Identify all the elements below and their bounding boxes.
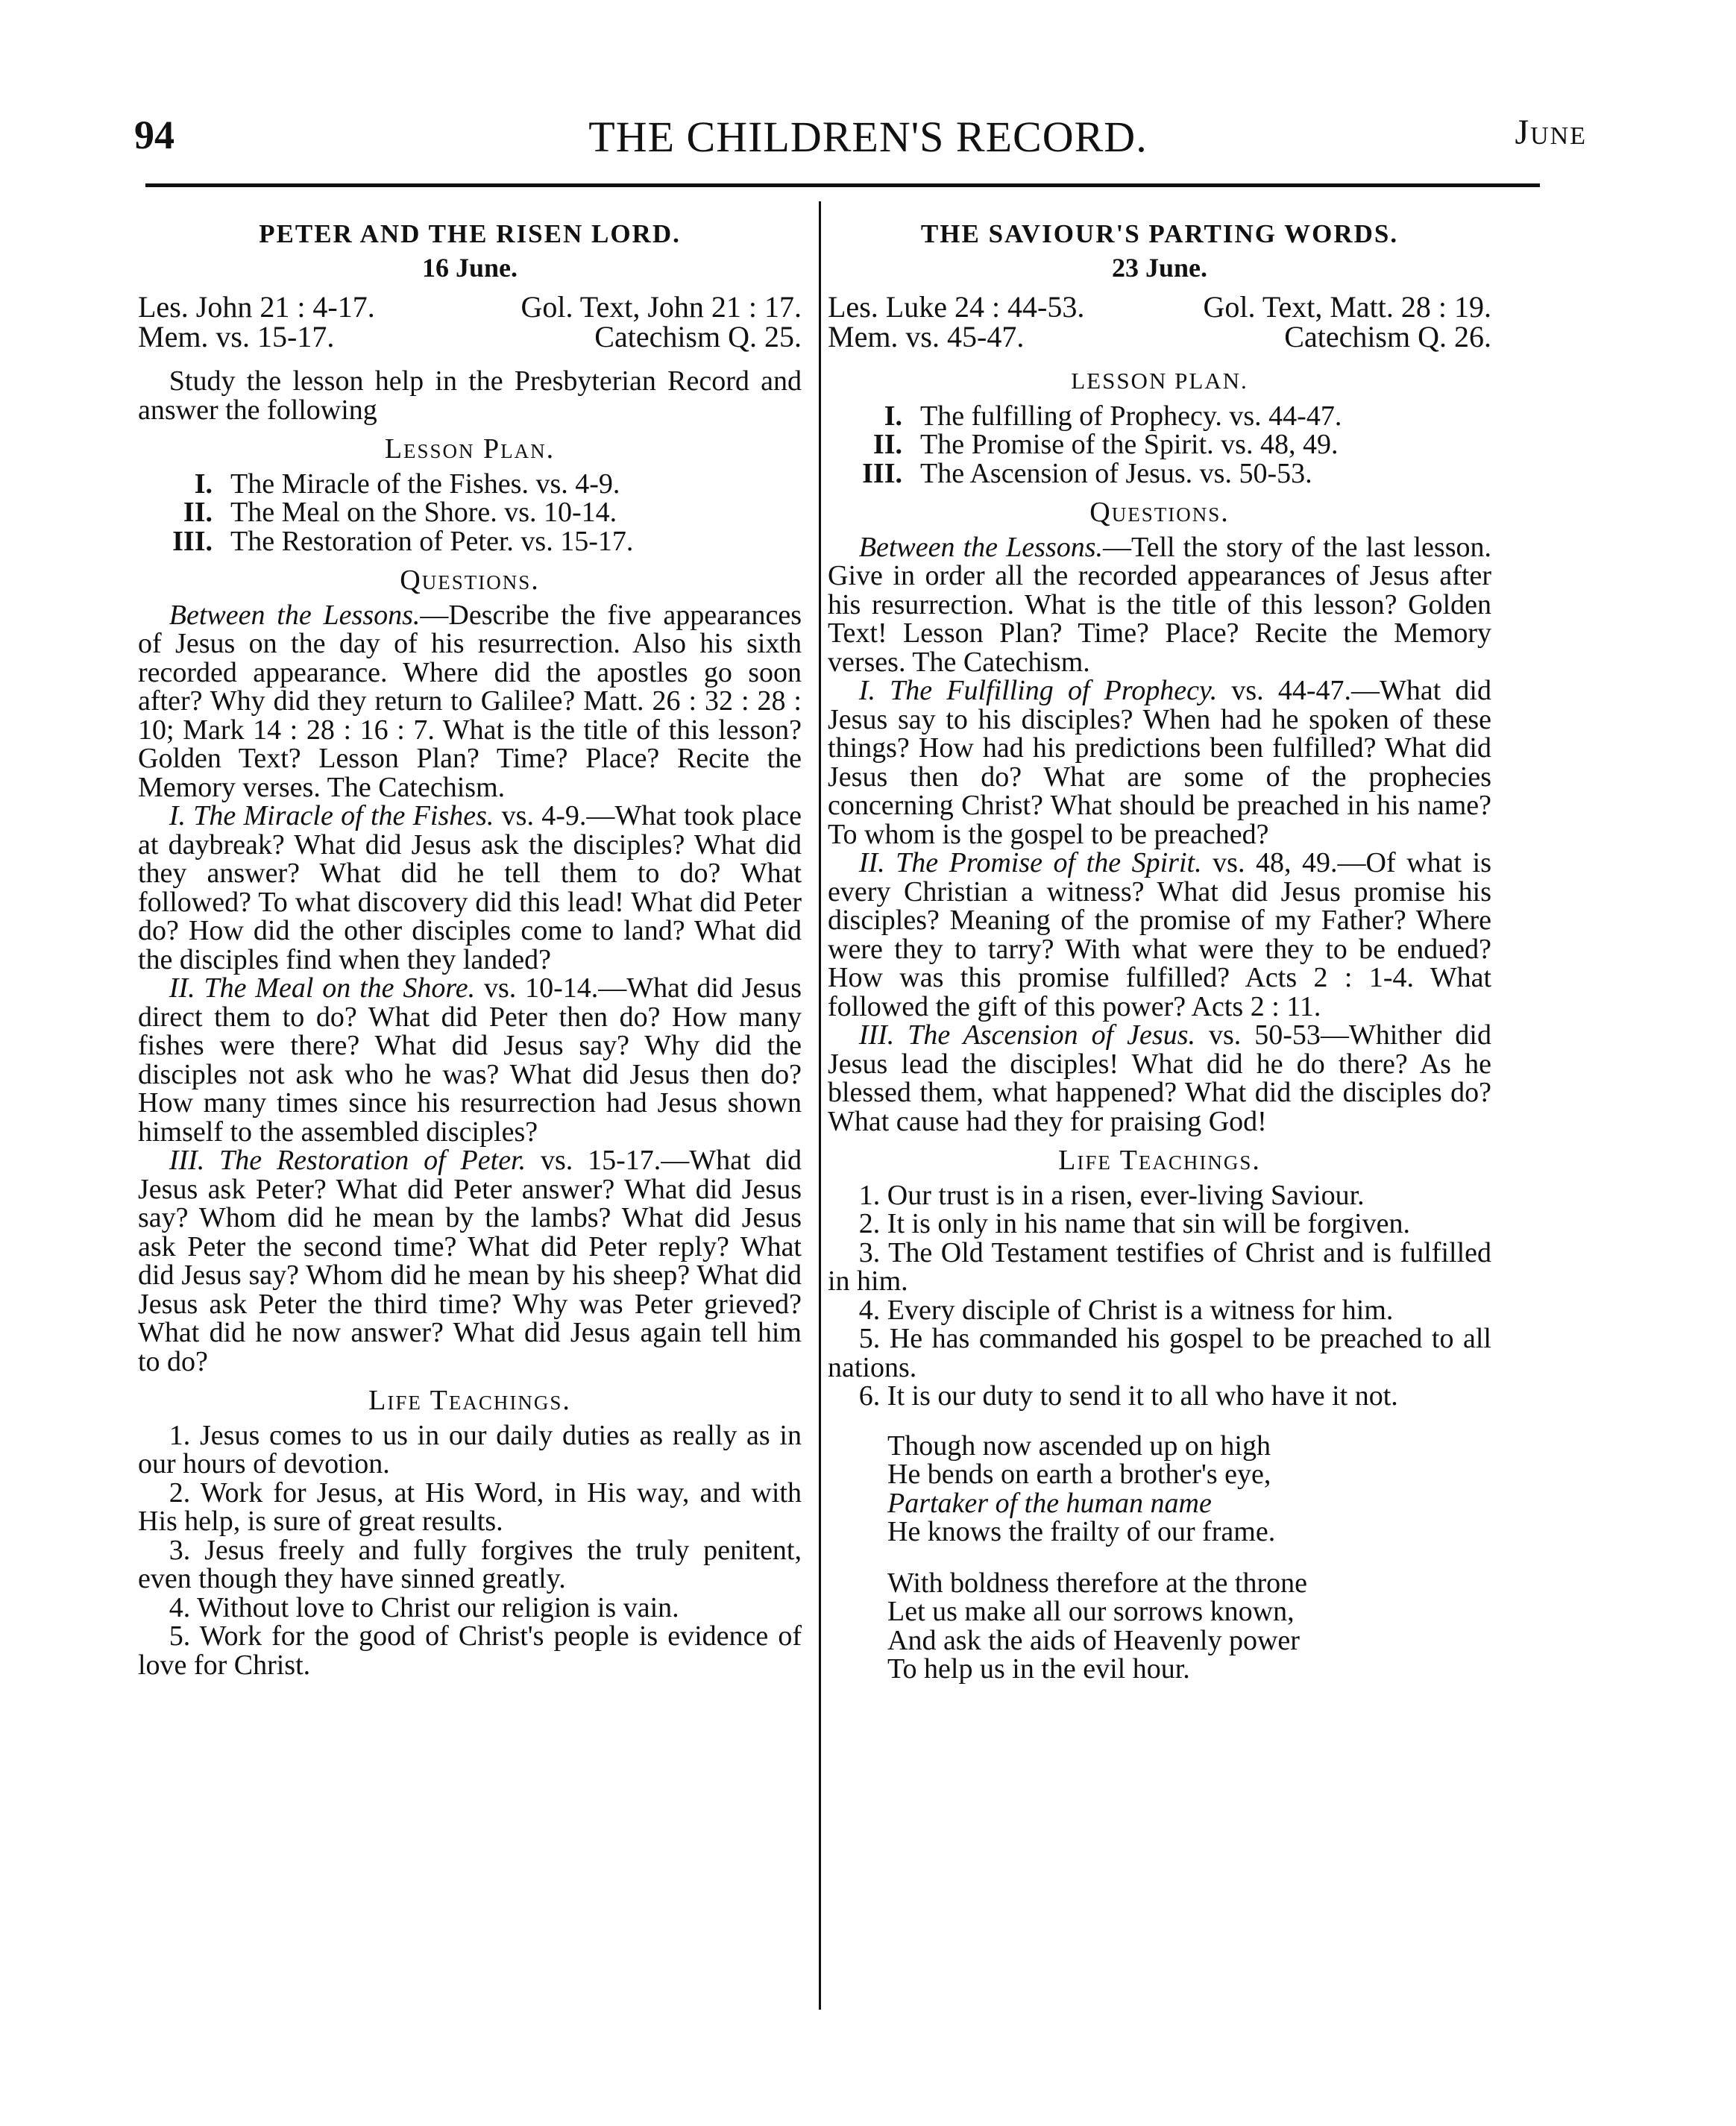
question-section — [138, 802, 802, 974]
lesson-title: THE SAVIOUR'S PARTING WORDS. — [920, 219, 1399, 248]
plan-item — [153, 470, 802, 499]
teaching-item: 4. Every disciple of Christ is a witness for him. — [858, 1294, 1394, 1326]
life-teachings-heading: Life Teachings. — [368, 1385, 571, 1416]
plan-number: II. — [872, 429, 902, 460]
plan-number: I. — [884, 400, 902, 432]
plan-text: The Meal on the Shore. vs. 10-14. — [230, 497, 617, 528]
lesson-title: PETER AND THE RISEN LORD. — [259, 219, 681, 248]
plan-number: III. — [862, 457, 902, 489]
teaching-item: 6. It is our duty to send it to all who have it not. — [858, 1380, 1398, 1412]
teaching-item: 3. Jesus freely and fully forgives the truly penitent, even though they have sinned greatly. — [138, 1534, 802, 1594]
teaching-item: 2. Work for Jesus, at His Word, in His way, and with His help, is sure of great results. — [138, 1476, 802, 1537]
lesson-reference: Les. John 21 : 4-17. — [138, 290, 375, 324]
poem-line: He knows the frailty of our frame. — [887, 1516, 1276, 1547]
golden-text-reference: Gol. Text, John 21 : 17. — [521, 290, 802, 324]
catechism-question: Catechism Q. 26. — [1284, 320, 1491, 353]
plan-text: The Promise of the Spirit. vs. 48, 49. — [920, 429, 1339, 460]
question-section — [138, 601, 802, 802]
plan-text: The Restoration of Peter. vs. 15-17. — [230, 525, 634, 557]
section-text: —Describe the five appearances of Jesus on the day of his resurrection. Also his sixth recorded appearance. Where did the apostles go soon after? Why did they return to Galilee? Matt. 26 : 32 : 28 : 10; Mark 14 : 28 : 16 : 7. What is the title of this lesson? Golden Text? Lesson Plan? Time? Place? Recite the Memory verses. The Catechism. — [138, 599, 802, 803]
section-text: vs. 50-53—Whither did Jesus lead the disciples! What did he do there? As he blessed them, what happened? What did the disciples do? What cause had they for praising God! — [828, 1019, 1491, 1137]
teaching-item: 5. Work for the good of Christ's people is evidence of love for Christ. — [138, 1620, 802, 1681]
lesson-date: 23 June. — [1111, 252, 1208, 283]
section-text: vs. 44-47.—What did Jesus say to his disciples? When had he spoken of these things? How had his predictions been fulfilled? What did Jesus then do? What are some of the prophecies concerning Christ? What should be preached in his name? To whom is the gospel to be preached? — [828, 675, 1491, 850]
section-text: vs. 10-14.—What did Jesus direct them to do? What did Peter then do? How many fishes were there? What did Jesus say? Why did the disciples not ask who he was? What did Jesus then do? How many times since his resurrection had Jesus shown himself to the assembled disciples? — [138, 972, 802, 1148]
plan-text: The Miracle of the Fishes. vs. 4-9. — [230, 468, 620, 500]
right-column — [828, 213, 1491, 1706]
stanza — [887, 1432, 1491, 1547]
teaching-item: 1. Our trust is in a risen, ever-living Saviour. — [858, 1179, 1365, 1211]
poem-line: Let us make all our sorrows known, — [887, 1596, 1295, 1627]
month-label: June — [1515, 113, 1587, 152]
lesson-date: 16 June. — [421, 252, 518, 283]
teaching-item: 2. It is only in his name that sin will be forgiven. — [858, 1208, 1410, 1239]
question-section — [828, 533, 1491, 677]
lesson-meta — [828, 292, 1491, 352]
section-label: I. The Miracle of the Fishes. — [169, 800, 494, 831]
questions-heading: Questions. — [400, 564, 540, 596]
teaching-item: 5. He has commanded his gospel to be preached to all nations. — [828, 1323, 1491, 1383]
left-column — [138, 213, 802, 1679]
question-section — [828, 676, 1491, 849]
question-section — [138, 974, 802, 1146]
header-rule — [145, 183, 1540, 187]
section-label: Between the Lessons. — [169, 599, 421, 631]
question-section — [828, 849, 1491, 1021]
section-text: vs. 4-9.—What took place at daybreak? What did Jesus ask the disciples? What did they answer? What did he tell them to do? What followed? To what discovery did this lead! What did Peter do? How did the other disciples come to land? What did the disciples find when they landed? — [138, 800, 802, 975]
section-label: II. The Meal on the Shore. — [169, 972, 476, 1004]
teaching-item: 4. Without love to Christ our religion is vain. — [169, 1591, 679, 1623]
catechism-question: Catechism Q. 25. — [594, 320, 802, 353]
plan-item — [843, 430, 1491, 459]
section-label: Between the Lessons. — [858, 531, 1104, 563]
memory-verses: Mem. vs. 15-17. — [138, 320, 335, 353]
life-teachings-heading: Life Teachings. — [1058, 1145, 1261, 1176]
poem-line: Partaker of the human name — [887, 1487, 1212, 1519]
section-label: III. The Restoration of Peter. — [169, 1145, 526, 1176]
golden-text-reference: Gol. Text, Matt. 28 : 19. — [1203, 290, 1491, 324]
poem-line: Though now ascended up on high — [887, 1430, 1271, 1462]
lesson-plan-heading: LESSON PLAN. — [1071, 368, 1248, 394]
column-divider — [819, 201, 821, 2010]
questions-heading: Questions. — [1089, 497, 1230, 528]
section-text: vs. 48, 49.—Of what is every Christian a witness? What did Jesus promise his disciples? Meaning of the promise of my Father? Where were they to tarry? With what were they to be endued? How was this promise fulfilled? Acts 2 : 1-4. What followed the gift of this power? Acts 2 : 11. — [828, 847, 1491, 1022]
stanza — [887, 1569, 1491, 1684]
page-header — [0, 112, 1736, 172]
poem-line: With boldness therefore at the throne — [887, 1567, 1308, 1599]
running-title: THE CHILDREN'S RECORD. — [588, 113, 1148, 161]
plan-number: II. — [183, 497, 213, 528]
memory-verses: Mem. vs. 45-47. — [828, 320, 1025, 353]
lesson-meta — [138, 292, 802, 352]
poem-line: And ask the aids of Heavenly power — [887, 1624, 1300, 1656]
section-text: —Tell the story of the last lesson. Give in order all the recorded appearances of Jesus after his resurrection. What is the title of this lesson? Golden Text! Lesson Plan? Time? Place? Recite the Memory verses. The Catechism. — [828, 531, 1491, 678]
plan-text: The Ascension of Jesus. vs. 50-53. — [920, 457, 1312, 489]
section-label: III. The Ascension of Jesus. — [858, 1019, 1195, 1051]
lesson-plan-heading: Lesson Plan. — [384, 433, 556, 465]
teaching-item: 3. The Old Testament testifies of Christ and is fulfilled in him. — [828, 1236, 1491, 1297]
lesson-reference: Les. Luke 24 : 44-53. — [828, 290, 1085, 324]
plan-item — [843, 459, 1491, 488]
poem-line: To help us in the evil hour. — [887, 1653, 1190, 1685]
hymn-verse — [887, 1432, 1491, 1684]
section-label: I. The Fulfilling of Prophecy. — [858, 675, 1218, 706]
lesson-intro: Study the lesson help in the Presbyterian Record and answer the following — [138, 365, 802, 426]
question-section — [138, 1146, 802, 1376]
page-number: 94 — [134, 113, 174, 157]
teaching-item: 1. Jesus comes to us in our daily duties as really as in our hours of devotion. — [138, 1419, 802, 1479]
plan-item — [153, 498, 802, 527]
question-section — [828, 1021, 1491, 1136]
plan-text: The fulfilling of Prophecy. vs. 44-47. — [920, 400, 1342, 432]
plan-item — [153, 527, 802, 556]
plan-item — [843, 402, 1491, 431]
plan-number: I. — [194, 468, 213, 500]
section-label: II. The Promise of the Spirit. — [858, 847, 1202, 878]
poem-line: He bends on earth a brother's eye, — [887, 1459, 1271, 1490]
plan-number: III. — [172, 525, 213, 557]
section-text: vs. 15-17.—What did Jesus ask Peter? What did Peter answer? What did Jesus say? Whom did he mean by the lambs? What did Jesus ask Peter the second time? What did Peter reply? What did Jesus say? Whom did he mean by his sheep? What did Jesus ask Peter the third time? Why was Peter grieved? What did he now answer? What did Jesus again tell him to do? — [138, 1145, 802, 1377]
